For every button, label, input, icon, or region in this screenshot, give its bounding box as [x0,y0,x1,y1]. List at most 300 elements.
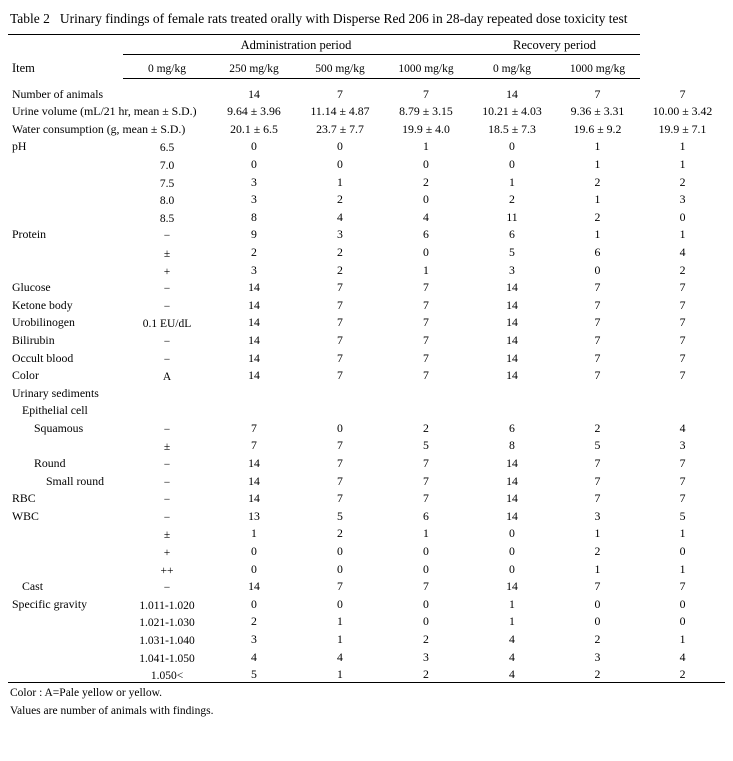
row-sub-label: − [163,423,171,436]
row-sub-label: 7.5 [159,177,175,190]
row-value-3: 14 [506,473,518,488]
table-row [8,401,725,419]
row-value-0: 14 [248,350,260,365]
row-value-0: 14 [248,280,260,295]
footnote-2: Values are number of animals with findings. [10,704,214,717]
row-value-4: 2 [594,544,601,559]
row-value-1: 1 [337,174,343,189]
row-sub-label: − [163,353,171,366]
row-value-5: 2 [679,262,686,277]
row-item-label: Number of animals [12,86,104,101]
row-sub-label: − [163,476,171,489]
row-item-label [8,647,123,665]
row-value-2: 7 [423,350,429,365]
row-item-label [8,436,123,454]
row-value-2: 0 [423,156,429,171]
table-row [8,541,725,559]
row-value-4: 1 [594,192,601,207]
row-item-label: Small round [46,473,104,488]
row-value-3 [469,401,555,419]
row-value-1: 0 [337,544,343,559]
row-value-0: 14 [248,368,260,383]
row-value-5: 7 [679,315,686,330]
row-value-2: 2 [423,420,429,435]
row-value-4: 19.6 ± 9.2 [573,121,622,136]
row-item-label [8,154,123,172]
row-value-2: 7 [423,491,429,506]
row-value-4: 2 [594,209,601,224]
row-value-0: 14 [248,579,260,594]
row-value-5: 2 [679,174,686,189]
row-value-5: 7 [679,579,686,594]
table-row [8,594,725,612]
row-sub-label: 1.011-1.020 [139,599,195,612]
row-item-label: Occult blood [12,350,74,365]
row-value-4: 7 [594,280,601,295]
row-sub-label: 8.0 [159,195,175,208]
row-value-2: 2 [423,174,429,189]
row-item-label [8,207,123,225]
row-value-3: 11 [506,209,518,224]
table-row [8,629,725,647]
row-value-4: 7 [594,579,601,594]
footnote-1: Color : A=Pale yellow or yellow. [10,687,163,700]
row-value-1: 7 [337,350,343,365]
row-value-3: 14 [506,315,518,330]
row-value-1: 2 [337,526,343,541]
table-row [8,647,725,665]
row-value-1: 1 [337,632,343,646]
row-value-2: 6 [423,227,429,242]
row-value-1: 7 [337,280,343,295]
row-sub-label: − [163,283,171,296]
table-row [8,190,725,208]
row-value-3: 14 [506,86,518,101]
row-value-4: 7 [594,86,601,101]
row-value-1: 7 [337,438,343,453]
table-row [8,471,725,489]
row-value-5: 7 [679,332,686,347]
row-value-1: 7 [337,491,343,506]
row-value-4: 5 [594,438,601,453]
row-value-3: 1 [509,614,515,629]
row-value-0: 5 [211,665,297,683]
table-caption-label: Table 2 [10,11,50,26]
row-item-label: Protein [12,227,47,242]
row-value-1: 1 [297,665,383,683]
row-item-label: Epithelial cell [22,403,88,418]
row-value-4: 0 [594,614,601,629]
row-value-2: 6 [423,508,429,523]
row-value-5: 7 [679,473,686,488]
row-value-1: 0 [337,420,343,435]
row-sub-label: − [163,230,171,243]
row-sub-label: 7.0 [159,159,175,172]
table-row [8,225,725,243]
row-item-label [8,559,123,577]
table-row [8,524,725,542]
row-value-1: 11.14 ± 4.87 [310,104,370,119]
row-value-2 [383,383,469,401]
row-value-0: 14 [248,473,260,488]
table-row [8,366,725,384]
row-value-2: 19.9 ± 4.0 [402,121,450,136]
row-value-1: 7 [337,297,343,312]
row-sub-label: − [163,459,171,472]
row-value-0: 14 [248,315,260,330]
row-value-5: 1 [679,156,686,171]
row-value-5: 4 [679,420,686,435]
row-value-5: 1 [679,561,686,576]
row-value-3: 6 [509,227,515,242]
row-value-5: 0 [679,614,686,629]
row-item-label: Water consumption (g, mean ± S.D.) [12,121,186,136]
row-item-label: pH [12,139,27,154]
row-value-0: 0 [251,596,257,611]
row-value-1: 2 [337,244,343,259]
row-item-label: WBC [12,508,39,523]
table-row [8,453,725,471]
row-item-label: Urine volume (mL/21 hr, mean ± S.D.) [12,104,197,119]
table-body [8,35,725,683]
row-value-3: 14 [506,297,518,312]
row-value-3: 0 [509,156,515,171]
row-value-2: 0 [423,561,429,576]
row-value-4: 6 [594,244,601,259]
row-value-0: 1 [251,526,257,541]
row-value-4 [555,401,640,419]
row-value-0: 14 [248,491,260,506]
row-value-0: 9 [251,227,257,242]
row-value-2: 3 [423,649,429,664]
row-value-2: 2 [423,632,429,646]
row-item-label [8,665,123,683]
row-sub-label: − [163,335,171,348]
row-value-3: 4 [509,649,515,664]
row-value-0: 14 [248,297,260,312]
row-value-4: 0 [594,262,601,277]
row-value-1: 1 [337,614,343,629]
row-value-0: 7 [251,438,257,453]
row-value-1 [297,383,383,401]
row-value-2: 7 [423,280,429,295]
row-sub-label: + [163,265,171,278]
row-value-1: 4 [337,649,343,664]
row-value-4: 7 [594,350,601,365]
row-value-2: 1 [423,526,429,541]
row-value-0: 20.1 ± 6.5 [230,121,278,136]
row-value-2: 0 [423,244,429,259]
table-row [8,612,725,630]
table-row [8,102,725,120]
row-value-1: 7 [337,456,343,471]
row-value-1: 7 [337,86,343,101]
row-value-0: 3 [251,192,257,207]
row-value-1: 23.7 ± 7.7 [316,121,364,136]
table-row [8,418,725,436]
row-value-0: 14 [248,86,260,101]
row-sub-label: 1.021-1.030 [139,617,195,630]
table-row [8,154,725,172]
row-value-3: 0 [509,544,515,559]
table-row [8,383,725,401]
row-value-3: 0 [509,526,515,541]
row-value-5: 7 [679,86,686,101]
row-value-3: 8 [509,438,515,453]
row-value-0: 14 [248,332,260,347]
row-value-5: 4 [679,244,686,259]
table-row [8,489,725,507]
row-value-0: 4 [251,649,257,664]
row-value-3: 1 [509,174,515,189]
row-value-5: 7 [679,491,686,506]
row-value-1: 7 [337,579,343,594]
row-value-1: 7 [337,315,343,330]
row-sub-label: 6.5 [159,142,175,155]
row-value-5: 4 [679,649,686,664]
row-value-2: 7 [423,297,429,312]
row-value-5 [640,401,725,419]
row-value-3: 14 [506,579,518,594]
row-value-5: 3 [679,438,686,453]
row-sub-label: − [163,494,171,507]
row-value-0: 8 [251,209,257,224]
table-row [8,278,725,296]
row-value-1: 3 [337,227,343,242]
table-row [8,242,725,260]
table-header-groups [8,35,725,56]
row-value-5: 10.00 ± 3.42 [652,104,713,119]
row-item-label: Specific gravity [12,596,88,611]
row-value-4 [555,383,640,401]
table-row [8,119,725,137]
row-value-2 [383,401,469,419]
row-value-2: 1 [423,262,429,277]
row-value-3: 0 [509,139,515,154]
row-value-3: 14 [506,368,518,383]
row-value-2: 2 [383,665,469,683]
row-value-0: 3 [251,174,257,189]
row-sub-label: 1.050< [123,665,211,683]
row-value-1: 0 [337,139,343,154]
row-value-4: 7 [594,491,601,506]
row-value-5: 0 [679,209,686,224]
row-value-5: 7 [679,456,686,471]
row-value-2: 7 [423,368,429,383]
row-value-4: 1 [594,227,601,242]
row-item-label [8,612,123,630]
row-value-1: 7 [337,332,343,347]
row-value-5: 1 [679,227,686,242]
row-sub-label: ± [163,529,171,542]
row-value-4: 3 [594,508,601,523]
table-row [8,577,725,595]
row-value-5: 1 [679,632,686,646]
urinary-findings-table [8,34,725,683]
row-value-4: 2 [594,174,601,189]
row-value-5: 1 [679,139,686,154]
row-value-5: 0 [679,596,686,611]
table-row [8,436,725,454]
row-value-0: 7 [251,420,257,435]
table-row [8,84,725,102]
row-value-4: 7 [594,297,601,312]
row-value-5: 7 [679,368,686,383]
row-value-4: 7 [594,368,601,383]
row-value-2: 0 [423,596,429,611]
row-value-4: 1 [594,561,601,576]
table-row [8,295,725,313]
row-item-label: Glucose [12,280,51,295]
row-value-3: 14 [506,508,518,523]
row-value-2: 5 [423,438,429,453]
row-sub-label: ± [163,247,171,260]
table-row [8,137,725,155]
row-item-label: Bilirubin [12,332,55,347]
row-value-5: 7 [679,350,686,365]
row-value-0 [211,401,297,419]
row-value-2: 0 [423,614,429,629]
row-sub-label: 1.041-1.050 [139,652,195,665]
header-dose-5: 1000 mg/kg [555,55,640,79]
header-dose-1: 250 mg/kg [211,55,297,79]
row-value-5: 3 [679,192,686,207]
row-value-0: 0 [251,139,257,154]
row-value-5: 19.9 ± 7.1 [658,121,707,136]
row-item-label: Ketone body [12,297,73,312]
row-sub-label [123,401,211,419]
row-item-label [8,260,123,278]
row-value-5: 2 [640,665,725,683]
row-value-3: 3 [509,262,515,277]
table-row [8,348,725,366]
row-value-0: 2 [251,614,257,629]
row-value-2: 7 [423,332,429,347]
row-sub-label: 0.1 EU/dL [142,318,192,331]
table-row [8,665,725,683]
row-value-2: 7 [423,473,429,488]
row-sub-label: + [163,547,171,560]
row-value-4: 2 [555,665,640,683]
row-value-4: 1 [594,526,601,541]
row-value-3: 5 [509,244,515,259]
row-sub-label: 1.031-1.040 [139,635,195,647]
header-dose-0: 0 mg/kg [123,55,211,79]
header-group-0: Administration period [123,35,469,56]
row-value-0 [211,383,297,401]
row-value-1: 2 [337,262,343,277]
row-item-label: Color [12,368,39,383]
header-group-1: Recovery period [469,35,640,56]
row-sub-label: 8.5 [159,212,175,225]
row-value-4: 7 [594,473,601,488]
row-value-5: 7 [679,280,686,295]
row-value-3: 14 [506,491,518,506]
row-item-label [8,172,123,190]
row-value-1: 5 [337,508,343,523]
row-value-1: 4 [337,209,343,224]
row-value-0: 9.64 ± 3.96 [227,104,281,119]
row-value-0: 0 [251,544,257,559]
row-value-1: 0 [337,561,343,576]
row-value-2: 8.79 ± 3.15 [399,104,453,119]
row-sub-label [123,84,211,102]
row-value-0: 3 [251,632,257,646]
header-dose-4: 0 mg/kg [469,55,555,79]
row-value-3: 14 [506,280,518,295]
row-value-5: 7 [679,297,686,312]
row-item-label: Squamous [34,420,84,435]
row-value-3: 6 [509,420,515,435]
row-value-4: 7 [594,456,601,471]
row-value-3: 2 [509,192,515,207]
row-value-0: 3 [251,262,257,277]
table-row [8,260,725,278]
header-item-label: Item [8,35,123,79]
row-item-label: RBC [12,491,36,506]
row-item-label [8,629,123,647]
row-value-2: 7 [423,86,429,101]
row-sub-label: − [163,300,171,313]
row-sub-label: ++ [160,564,174,577]
row-value-0: 2 [251,244,257,259]
row-item-label [8,242,123,260]
row-value-3: 14 [506,350,518,365]
row-value-5: 5 [679,508,686,523]
row-value-2: 0 [423,544,429,559]
table-row [8,506,725,524]
row-value-1: 7 [337,473,343,488]
row-value-1: 7 [337,368,343,383]
row-sub-label: − [163,582,171,595]
row-value-0: 0 [251,561,257,576]
row-item-label: Round [34,456,66,471]
table-row [8,330,725,348]
row-value-2: 4 [423,209,429,224]
row-value-3: 18.5 ± 7.3 [488,121,536,136]
row-value-2: 7 [423,456,429,471]
row-value-4: 0 [594,596,601,611]
row-value-0: 14 [248,456,260,471]
row-value-3: 0 [509,561,515,576]
row-value-5: 1 [679,526,686,541]
row-value-4: 2 [594,420,601,435]
row-value-3: 1 [509,596,515,611]
row-value-4: 1 [594,139,601,154]
row-item-label [8,541,123,559]
row-value-5: 0 [679,544,686,559]
row-sub-label [123,383,211,401]
row-value-5 [640,383,725,401]
table-caption-text: Urinary findings of female rats treated orally with Disperse Red 206 in 28-day repeated dose toxicity test [59,11,628,26]
row-value-3 [469,383,555,401]
row-value-2: 7 [423,579,429,594]
row-item-label: Urinary sediments [12,385,99,400]
header-dose-2: 500 mg/kg [297,55,383,79]
row-value-4: 2 [594,632,601,646]
row-value-3: 10.21 ± 4.03 [482,104,542,119]
row-value-2: 0 [423,192,429,207]
row-value-2: 7 [423,315,429,330]
row-value-3: 14 [506,456,518,471]
row-value-0: 0 [251,156,257,171]
row-value-4: 1 [594,156,601,171]
row-value-1: 0 [337,156,343,171]
row-value-2: 1 [423,139,429,154]
row-item-label [8,190,123,208]
table-row [8,172,725,190]
row-value-4: 7 [594,332,601,347]
